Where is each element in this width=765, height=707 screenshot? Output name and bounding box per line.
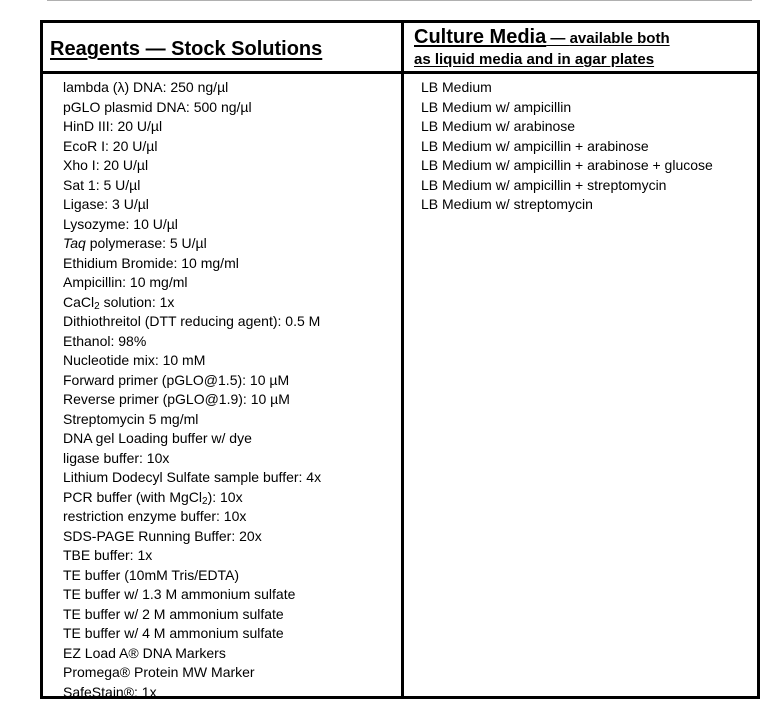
reagent-item <box>63 644 321 664</box>
reagent-list <box>63 78 321 702</box>
reagent-item-text: TE buffer w/ 2 M ammonium sulfate <box>63 605 284 622</box>
reagent-item <box>63 410 321 430</box>
reagent-item-text: Ethidium Bromide: 10 mg/ml <box>63 254 239 271</box>
reagent-item-text: Dithiothreitol (DTT reducing agent): 0.5 M <box>63 313 321 329</box>
reagent-item-text: Forward primer (pGLO@1.5): 10 µM <box>63 371 290 388</box>
reagents-heading: Reagents — Stock Solutions <box>50 38 323 60</box>
reagents-media-table <box>40 20 760 699</box>
media-item: LB Medium w/ streptomycin <box>421 196 593 212</box>
reagent-item-text: Promega® Protein MW Marker <box>63 664 255 680</box>
reagent-item-subscript: 2 <box>202 495 208 507</box>
reagent-item-text: EcoR I: 20 U/µl <box>63 137 158 154</box>
reagent-item <box>63 527 321 547</box>
media-item: LB Medium w/ ampicillin <box>421 98 572 115</box>
reagent-item <box>63 566 321 586</box>
reagent-item <box>63 546 321 566</box>
media-item: LB Medium <box>421 79 492 95</box>
media-item: LB Medium w/ ampicillin + arabinose + glucose <box>421 157 713 173</box>
reagent-item-text: PCR buffer (with MgCl <box>63 488 203 505</box>
reagent-item-text: Ampicillin: 10 mg/ml <box>63 274 188 290</box>
reagent-item <box>63 293 321 313</box>
reagent-item <box>63 605 321 625</box>
reagent-item <box>63 351 321 371</box>
culture-media-title: Culture Media <box>414 26 547 48</box>
reagent-item <box>63 215 321 235</box>
culture-media-note-line2: as liquid media and in agar plates <box>414 51 655 68</box>
media-item: LB Medium w/ arabinose <box>421 118 576 134</box>
reagent-item-text: Sat 1: 5 U/µl <box>63 176 141 193</box>
reagent-item <box>63 98 321 118</box>
reagent-item <box>63 429 321 449</box>
reagent-item-text: Lysozyme: 10 U/µl <box>63 215 178 232</box>
reagent-item <box>63 273 321 293</box>
reagent-item-text: Ethanol: 98% <box>63 332 147 349</box>
reagent-item-text: pGLO plasmid DNA: 500 ng/µl <box>63 98 252 115</box>
reagent-item <box>63 585 321 605</box>
media-list <box>421 78 713 215</box>
column-divider <box>401 23 404 696</box>
reagent-item-text: SafeStain®: 1x <box>63 683 157 700</box>
reagent-item <box>63 390 321 410</box>
reagent-item-text: restriction enzyme buffer: 10x <box>63 508 247 524</box>
reagent-item-text: Reverse primer (pGLO@1.9): 10 µM <box>63 391 290 407</box>
reagent-item <box>63 663 321 683</box>
reagent-item-text: ligase buffer: 10x <box>63 449 170 466</box>
reagent-item <box>63 624 321 644</box>
reagent-item <box>63 468 321 488</box>
reagent-item-text: Ligase: 3 U/µl <box>63 196 149 212</box>
reagent-item <box>63 78 321 98</box>
reagent-item <box>63 195 321 215</box>
reagent-item-text: Lithium Dodecyl Sulfate sample buffer: 4x <box>63 469 322 485</box>
reagent-item-text: polymerase: 5 U/µl <box>85 235 207 251</box>
reagent-item-text-after: solution: 1x <box>99 293 175 310</box>
reagent-item <box>63 507 321 527</box>
culture-media-note-line1: available both <box>569 30 670 47</box>
reagent-item-text: DNA gel Loading buffer w/ dye <box>63 430 252 446</box>
reagent-item-text: Nucleotide mix: 10 mM <box>63 352 206 368</box>
reagent-item-text: Xho I: 20 U/µl <box>63 157 149 173</box>
reagent-item <box>63 332 321 352</box>
reagent-item-italic: Taq <box>63 235 86 251</box>
reagent-item-subscript: 2 <box>94 300 100 312</box>
reagent-item <box>63 156 321 176</box>
reagent-item <box>63 137 321 157</box>
reagent-item <box>63 312 321 332</box>
reagent-item <box>63 683 321 703</box>
reagent-item <box>63 371 321 391</box>
reagent-item-text: SDS-PAGE Running Buffer: 20x <box>63 527 262 544</box>
media-item: LB Medium w/ ampicillin + streptomycin <box>421 176 667 193</box>
reagent-item-text: TE buffer (10mM Tris/EDTA) <box>63 566 240 583</box>
reagent-item <box>63 488 321 508</box>
reagent-item <box>63 234 321 254</box>
media-item: LB Medium w/ ampicillin + arabinose <box>421 137 649 154</box>
reagent-item-text: HinD III: 20 U/µl <box>63 118 163 134</box>
reagent-item-text: TBE buffer: 1x <box>63 547 153 563</box>
reagent-item <box>63 254 321 274</box>
reagent-item-text-after: ): 10x <box>207 488 243 505</box>
reagent-item-text: CaCl <box>63 293 95 310</box>
reagent-item <box>63 176 321 196</box>
reagent-item-text: lambda (λ) DNA: 250 ng/µl <box>63 79 229 95</box>
top-rule <box>47 0 752 1</box>
reagent-item-text: TE buffer w/ 4 M ammonium sulfate <box>63 625 284 641</box>
reagent-item <box>63 117 321 137</box>
reagent-item <box>63 449 321 469</box>
culture-media-dash: — <box>546 30 570 47</box>
reagent-item-text: EZ Load A® DNA Markers <box>63 644 226 661</box>
reagent-item-text: TE buffer w/ 1.3 M ammonium sulfate <box>63 586 296 602</box>
header-divider <box>43 71 757 74</box>
reagent-item-text: Streptomycin 5 mg/ml <box>63 410 199 427</box>
culture-media-heading <box>414 27 670 70</box>
